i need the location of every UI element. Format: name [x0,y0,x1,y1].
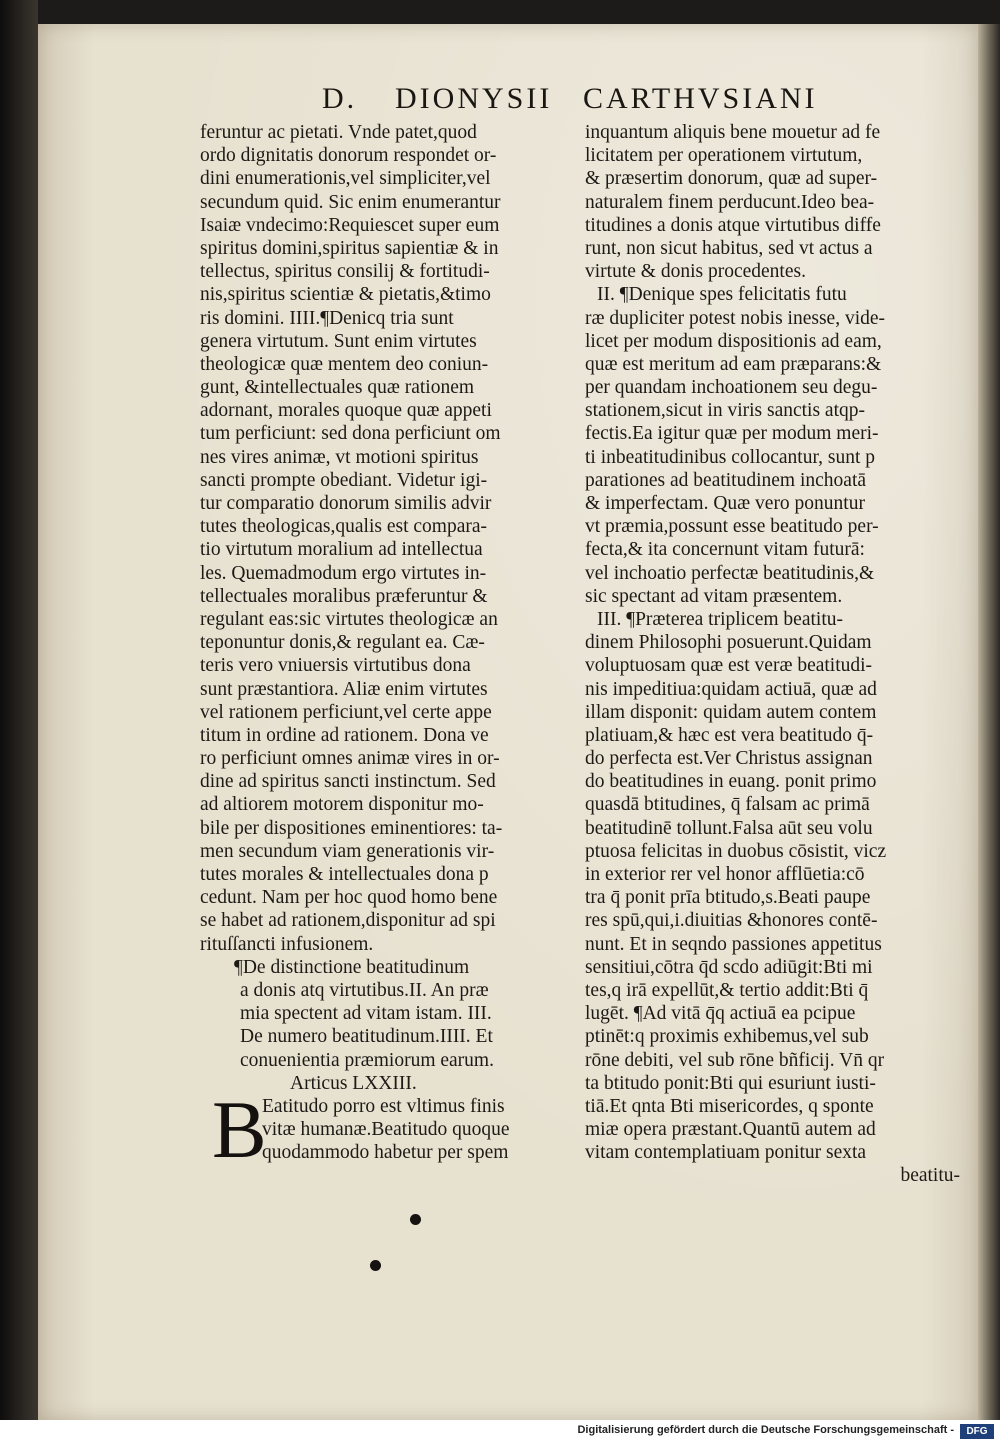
text-line: runt, non sicut habitus, sed vt actus a [585,237,873,259]
text-line: & præsertim donorum, quæ ad super- [585,168,878,190]
text-line: ro perficiunt omnes animæ vires in or- [200,748,500,770]
text-line: tiā.Et qnta Bti misericordes, q sponte [585,1095,874,1117]
text-line: sancti prompte obediant. Videtur igi- [200,469,488,491]
text-line: ræ dupliciter potest nobis inesse, vide- [585,307,886,329]
text-line: do beatitudines in euang. ponit primo [585,771,877,793]
text-line: vitæ humanæ.Beatitudo quoque [262,1119,510,1141]
text-line: tutes theologicas,qualis est compara- [200,516,487,538]
text-line: quæ est meritum ad eam præparans:& [585,353,882,375]
text-line: res spū,qui,i.diuitias &honores contē- [585,910,878,932]
text-line: tum perficiunt: sed dona perficiunt om [200,423,501,445]
footer-credit: Digitalisierung gefördert durch die Deutsche Forschungsgemeinschaft - [577,1424,954,1436]
text-line: beatitu- [900,1165,960,1187]
dropcap-text [262,1095,510,1165]
text-line: stationem,sicut in viris sanctis atqp- [585,400,865,422]
text-line: virtute & donis procedentes. [585,261,806,283]
text-line: beatitudinē tollunt.Falsa aūt seu volu [585,817,873,839]
header-initial: D. [322,82,358,115]
text-line: dine ad spiritus sancti instinctum. Sed [200,771,496,793]
text-line: naturalem finem perducunt.Ideo bea- [585,191,875,213]
summary-line: mia spectent ad vitam istam. III. [240,1003,492,1025]
text-line: fectis.Ea igitur quæ per modum meri- [585,423,879,445]
dropcap-letter: B [212,1083,267,1175]
text-line: bile per dispositiones eminentiores: ta- [200,817,503,839]
text-line: voluptuosam quæ est veræ beatitudi- [585,655,873,677]
text-line: teponuntur donis,& regulant ea. Cæ- [200,632,485,654]
text-line: feruntur ac pietati. Vnde patet,quod [200,122,477,143]
text-line: in exterior rer vel honor afflūetia:cō [585,864,865,885]
text-line: per quandam inchoationem seu degu- [585,377,878,399]
text-line: tutes morales & intellectuales dona p [200,864,489,885]
text-line: theologicæ quæ mentem deo coniun- [200,353,489,375]
header-author: DIONYSII [395,82,553,115]
text-line: fecta,& ita concernunt vitam futurā: [585,539,865,561]
text-line: ptuosa felicitas in duobus cōsistit, vicz [585,840,887,862]
text-line: sunt præstantiora. Aliæ enim virtutes [200,678,488,700]
text-line: Isaiæ vndecimo:Requiescet super eum [200,214,500,236]
text-line: dini enumerationis,vel simpliciter,vel [200,168,491,190]
text-line: licet per modum dispositionis ad eam, [585,330,882,352]
text-line: vt præmia,possunt esse beatitudo per- [585,516,879,538]
text-line: III. ¶Præterea triplicem beatitu- [597,608,843,630]
text-line: gunt, &intellectuales quæ rationem [200,377,475,399]
text-line: tes,q irā expellūt,& tertio addit:Bti q̄ [585,979,869,1001]
text-line: ta btitudo ponit:Bti qui esuriunt iusti- [585,1072,876,1094]
text-line: sic spectant ad vitam præsentem. [585,585,843,607]
text-line: ad altiorem motorem disponitur mo- [200,794,484,816]
printer-mark [410,1214,421,1225]
text-line: inquantum aliquis bene mouetur ad fe [585,122,881,143]
text-line: se habet ad rationem,disponitur ad spi [200,910,496,932]
printer-mark [370,1260,381,1271]
text-line: miæ opera præstant.Quantū autem ad [585,1119,876,1141]
text-line: Eatitudo porro est vltimus finis [262,1095,505,1117]
text-line: tio virtutum moralium ad intellectua [200,539,483,561]
text-line: nis impeditiua:quidam actiuā, quæ ad [585,678,877,700]
text-line: ordo dignitatis donorum respondet or- [200,145,497,167]
article-heading: Articus LXXIII. [290,1072,417,1094]
text-line: do perfecta est.Ver Christus assignan [585,748,873,770]
text-line: men secundum viam generationis vir- [200,840,495,862]
text-line: nes vires animæ, vt motioni spiritus [200,446,479,468]
text-line: licitatem per operationem virtutum, [585,145,863,167]
text-line: rōne debiti, vel sub rōne bñficij. Vn̄ qr [585,1049,885,1071]
text-line: regulant eas:sic virtutes theologicæ an [200,608,498,630]
text-line: cedunt. Nam per hoc quod homo bene [200,887,498,909]
summary-line: a donis atq virtutibus.II. An præ [240,979,489,1001]
text-line: platiuam,& hæc est vera beatitudo q̄- [585,724,874,746]
digitization-footer [0,1420,1000,1444]
text-line: genera virtutum. Sunt enim virtutes [200,330,477,352]
text-line: tellectuales moralibus præferuntur & [200,585,488,607]
summary-line: ¶De distinctione beatitudinum [234,956,470,978]
text-line: illam disponit: quidam autem contem [585,701,877,723]
text-line: secundum quid. Sic enim enumerantur [200,191,501,213]
text-line: teris vero vniuersis virtutibus dona [200,655,471,677]
right-column [585,121,960,1188]
book-binding [0,0,38,1420]
summary-line: conuenientia præmiorum earum. [240,1049,494,1071]
header-order: CARTHVSIANI [583,82,818,115]
text-line: les. Quemadmodum ergo virtutes in- [200,562,487,584]
text-line: & imperfectam. Quæ vero ponuntur [585,493,865,514]
text-line: adornant, morales quoque quæ appeti [200,400,492,422]
page-edge [978,24,1000,1420]
text-line: nunt. Et in seqndo passiones appetitus [585,933,882,955]
text-line: vitam contemplatiuam ponitur sexta [585,1142,867,1164]
text-line: nis,spiritus scientiæ & pietatis,&timo [200,284,491,306]
text-line: ris domini. IIII.¶Denicq tria sunt [200,307,454,329]
text-line: rituſſancti infusionem. [200,933,374,955]
left-column [200,121,578,1175]
text-line: sensitiui,cōtra q̄d scdo adiūgit:Bti mi [585,956,873,978]
text-line: spiritus domini,spiritus sapientiæ & in [200,237,499,259]
text-line: II. ¶Denique spes felicitatis futu [597,284,847,306]
text-line: tra q̄ ponit prīa btitudo,s.Beati paupe [585,887,871,909]
dfg-logo: DFG [960,1424,994,1439]
text-line: vel inchoatio perfectæ beatitudinis,& [585,562,875,584]
text-line: vel rationem perficiunt,vel certe appe [200,701,492,723]
text-line: ti inbeatitudinibus collocantur, sunt p [585,446,876,468]
text-line: parationes ad beatitudinem inchoatā [585,469,867,491]
text-line: ptinēt:q proximis exhibemus,vel sub [585,1026,869,1048]
text-line: tellectus, spiritus consilij & fortitudi- [200,261,490,283]
summary-line: De numero beatitudinum.IIII. Et [240,1026,493,1048]
text-line: quasdā btitudines, q̄ falsam ac primā [585,794,870,816]
text-line: tur comparatio donorum similis advir [200,493,492,514]
text-line: titudines a donis atque virtutibus diffe [585,214,881,236]
text-line: quodammodo habetur per spem [262,1142,509,1164]
text-line: titum in ordine ad rationem. Dona ve [200,724,489,746]
text-line: dinem Philosophi posuerunt.Quidam [585,632,872,654]
text-line: lugēt. ¶Ad vitā q̄q actiuā ea pcipue [585,1003,856,1025]
running-header [0,82,1000,122]
